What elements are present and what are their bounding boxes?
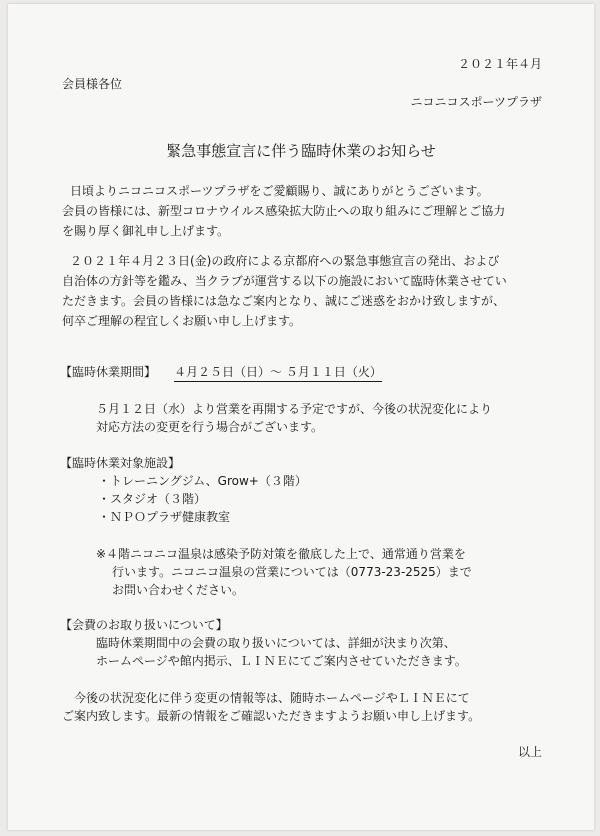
fees-heading: 【会費のお取り扱いについて】 — [60, 618, 228, 632]
onsen-note-line: ※４階ニコニコ温泉は感染予防対策を徹底した上で、通常通り営業を — [96, 547, 466, 561]
onsen-note-line: 行います。ニコニコ温泉の営業については（0773-23-2525）まで — [112, 565, 472, 579]
facility-item: ・トレーニングジム、Grow+（３階） — [98, 474, 307, 488]
facilities-heading: 【臨時休業対象施設】 — [60, 456, 181, 470]
sender: ニコニコスポーツプラザ — [410, 95, 542, 109]
facility-item: ・スタジオ（３階） — [98, 492, 207, 506]
notice-line: ただきます。会員の皆様には急なご案内となり、誠にご迷惑をおかけ致しますが、 — [62, 294, 506, 308]
end-mark: 以上 — [517, 745, 542, 759]
onsen-note-line: お問い合わせください。 — [112, 583, 245, 597]
date: ２０２１年４月 — [457, 57, 542, 71]
period-note-line: ５月１２日（水）より営業を再開する予定ですが、今後の状況変化により — [96, 402, 493, 416]
closing-line: 今後の状況変化に伴う変更の情報等は、随時ホームページやＬＩＮＥにて — [74, 691, 470, 705]
page-title: 緊急事態宣言に伴う臨時休業のお知らせ — [166, 142, 436, 160]
closing-line: ご案内致します。最新の情報をご確認いただきますようお願い申し上げます。 — [62, 709, 481, 723]
intro-line: 会員の皆様には、新型コロナウイルス感染拡大防止への取り組みにご理解とご協力 — [62, 204, 506, 218]
notice-line: ２０２１年４月２３日(金)の政府による京都府への緊急事態宣言の発出、および — [70, 254, 500, 268]
intro-line: 日頃よりニコニコスポーツプラザをご愛顧賜り、誠にありがとうございます。 — [70, 184, 489, 198]
intro-line: を賜り厚く御礼申し上げます。 — [62, 224, 230, 238]
recipient: 会員様各位 — [62, 77, 123, 91]
closure-period-dates: ４月２５日（日）～ ５月１１日（火） — [174, 364, 382, 382]
fees-line: ホームページや館内掲示、ＬＩＮＥにてご案内させていただきます。 — [96, 654, 467, 668]
fees-line: 臨時休業期間中の会費の取り扱いについては、詳細が決まり次第、 — [96, 636, 456, 650]
facility-item: ・ＮＰＯプラザ健康教室 — [98, 510, 231, 524]
period-note-line: 対応方法の変更を行う場合がございます。 — [96, 420, 324, 434]
notice-line: 何卒ご理解の程宜しくお願い申し上げます。 — [62, 314, 302, 328]
document-page — [8, 4, 594, 830]
notice-line: 自治体の方針等を鑑み、当クラブが運営する以下の施設において臨時休業させてい — [62, 274, 507, 288]
closure-period-heading: 【臨時休業期間】 — [60, 365, 157, 379]
